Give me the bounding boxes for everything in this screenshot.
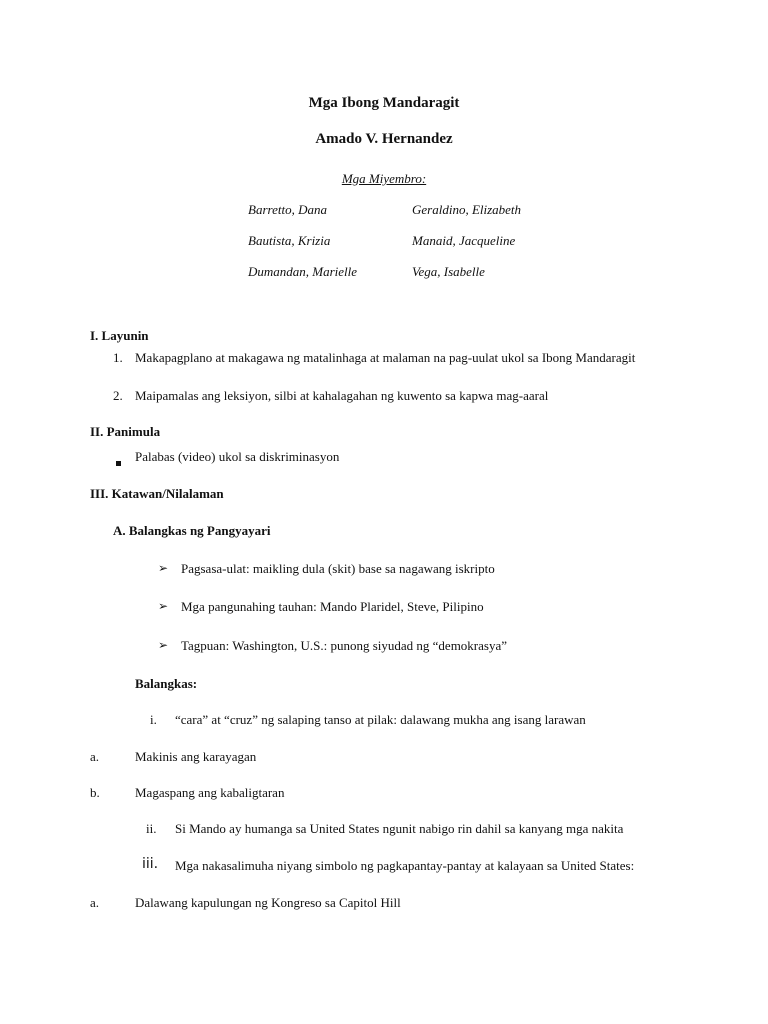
list-item: Tagpuan: Washington, U.S.: punong siyudad ng “demokrasya” <box>181 638 508 653</box>
section-heading-layunin: I. Layunin <box>90 328 149 343</box>
subsection-heading-balangkas: A. Balangkas ng Pangyayari <box>113 523 271 538</box>
square-bullet-icon <box>116 454 121 470</box>
section-heading-panimula: II. Panimula <box>90 424 161 439</box>
member-name: Dumandan, Marielle <box>248 264 358 279</box>
list-marker: i. <box>150 712 157 727</box>
list-marker: a. <box>90 749 100 764</box>
balangkas-label: Balangkas: <box>135 676 198 691</box>
member-name: Manaid, Jacqueline <box>412 233 516 248</box>
list-item: Palabas (video) ukol sa diskriminasyon <box>135 449 340 464</box>
arrow-bullet-icon: ➢ <box>158 561 169 575</box>
member-name: Geraldino, Elizabeth <box>412 202 522 217</box>
list-item: Makinis ang karayagan <box>135 749 257 764</box>
document-title: Mga Ibong Mandaragit <box>308 95 460 111</box>
arrow-bullet-icon: ➢ <box>158 599 169 613</box>
list-item: Mga pangunahing tauhan: Mando Plaridel, Steve, Pilipino <box>181 599 484 614</box>
list-item: Magaspang ang kabaligtaran <box>135 785 285 800</box>
list-item: Maipamalas ang leksiyon, silbi at kahalagahan ng kuwento sa kapwa mag-aaral <box>135 388 549 403</box>
list-item: Pagsasa-ulat: maikling dula (skit) base sa nagawang iskripto <box>181 561 495 576</box>
list-marker: 1. <box>113 350 123 365</box>
list-item: Makapagplano at makagawa ng matalinhaga at malaman na pag-uulat ukol sa Ibong Mandaragit <box>135 350 636 365</box>
section-heading-katawan: III. Katawan/Nilalaman <box>90 486 224 501</box>
list-item: Mga nakasalimuha niyang simbolo ng pagkapantay-pantay at kalayaan sa United States: <box>175 858 635 873</box>
arrow-bullet-icon: ➢ <box>158 638 169 652</box>
member-name: Bautista, Krizia <box>248 233 331 248</box>
list-item: “cara” at “cruz” ng salaping tanso at pilak: dalawang mukha ang isang larawan <box>175 712 586 727</box>
list-marker: a. <box>90 895 100 910</box>
members-label: Mga Miyembro: <box>341 171 427 186</box>
document-author: Amado V. Hernandez <box>315 131 453 147</box>
list-item: Si Mando ay humanga sa United States ngunit nabigo rin dahil sa kanyang mga nakita <box>175 821 624 836</box>
list-marker: ii. <box>146 821 157 836</box>
member-name: Vega, Isabelle <box>412 264 485 279</box>
list-marker: 2. <box>113 388 123 403</box>
list-item: Dalawang kapulungan ng Kongreso sa Capitol Hill <box>135 895 401 910</box>
list-marker: b. <box>90 785 100 800</box>
member-name: Barretto, Dana <box>248 202 327 217</box>
list-marker: iii. <box>142 856 159 872</box>
